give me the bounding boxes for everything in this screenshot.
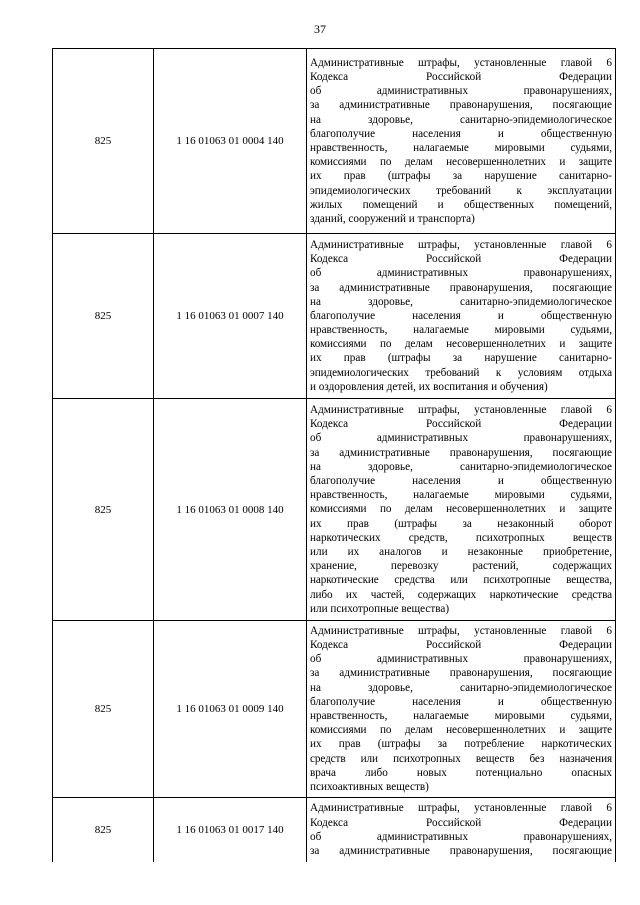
description-line: комиссиями по делам несовершеннолетних и защите	[310, 503, 612, 516]
description-line: Административные штрафы, установленные главой 6	[310, 238, 612, 251]
description-line: за административные правонарушения, посягающие	[310, 281, 612, 294]
administrator-code-cell: 825	[53, 798, 154, 862]
description-line: на здоровье, санитарно-эпидемиологическое	[310, 460, 612, 473]
table-row	[53, 798, 616, 862]
description-line: благополучие населения и общественную	[310, 127, 612, 140]
administrator-code-cell: 825	[53, 621, 154, 798]
description-line: их прав (штрафы за нарушение санитарно-	[310, 352, 612, 365]
budget-code-cell: 1 16 01063 01 0007 140	[154, 234, 307, 399]
description-cell	[307, 234, 616, 399]
description-line: благополучие населения и общественную	[310, 475, 612, 488]
budget-code-cell: 1 16 01063 01 0009 140	[154, 621, 307, 798]
table-row	[53, 399, 616, 621]
table-row	[53, 621, 616, 798]
description-line: зданий, сооружений и транспорта)	[310, 212, 475, 225]
description-line: нравственность, налагаемые мировыми судьями,	[310, 489, 612, 502]
description-line: и оздоровления детей, их воспитания и обучения)	[310, 380, 548, 393]
description-line: Кодекса Российской Федерации	[310, 253, 612, 266]
budget-code-cell: 1 16 01063 01 0008 140	[154, 399, 307, 621]
budget-code-cell: 1 16 01063 01 0017 140	[154, 798, 307, 862]
description-line: врача либо новых потенциально опасных	[310, 766, 612, 779]
description-line: на здоровье, санитарно-эпидемиологическое	[310, 295, 612, 308]
description-line: эпидемиологических требований к эксплуатации	[310, 184, 612, 197]
description-line: об административных правонарушениях,	[310, 830, 612, 843]
description-line: комиссиями по делам несовершеннолетних и защите	[310, 724, 612, 737]
description-line: об административных правонарушениях,	[310, 653, 612, 666]
description-line: хранение, перевозку растений, содержащих	[310, 560, 612, 573]
description-cell	[307, 798, 616, 862]
description-line: благополучие населения и общественную	[310, 695, 612, 708]
table-row	[53, 49, 616, 234]
description-line: об административных правонарушениях,	[310, 85, 612, 98]
description-line: Административные штрафы, установленные главой 6	[310, 56, 612, 69]
description-line: об административных правонарушениях,	[310, 432, 612, 445]
description-line: за административные правонарушения, посягающие	[310, 667, 612, 680]
description-line: Административные штрафы, установленные главой 6	[310, 802, 612, 815]
description-line: за административные правонарушения, посягающие	[310, 844, 612, 857]
description-line: на здоровье, санитарно-эпидемиологическое	[310, 681, 612, 694]
budget-classification-table	[52, 48, 616, 862]
description-line: на здоровье, санитарно-эпидемиологическое	[310, 113, 612, 126]
table-row	[53, 234, 616, 399]
administrator-code-cell: 825	[53, 49, 154, 234]
description-line: Административные штрафы, установленные главой 6	[310, 404, 612, 417]
budget-code-cell: 1 16 01063 01 0004 140	[154, 49, 307, 234]
administrator-code-cell: 825	[53, 399, 154, 621]
description-line: Кодекса Российской Федерации	[310, 639, 612, 652]
description-cell	[307, 49, 616, 234]
description-line: нравственность, налагаемые мировыми судьями,	[310, 142, 612, 154]
description-line: комиссиями по делам несовершеннолетних и защите	[310, 338, 612, 351]
description-line: об административных правонарушениях,	[310, 267, 612, 280]
description-line: психоактивных веществ)	[310, 780, 429, 793]
description-line: их прав (штрафы за потребление наркотических	[310, 738, 612, 751]
description-line: наркотических средств, психотропных веществ	[310, 531, 612, 544]
description-line: за административные правонарушения, посягающие	[310, 446, 612, 459]
description-line: средств или психотропных веществ без назначения	[310, 752, 612, 765]
description-line: нравственность, налагаемые мировыми судьями,	[310, 710, 612, 722]
page-number: 37	[314, 22, 326, 36]
description-line: либо их частей, содержащих наркотические средства	[310, 588, 612, 601]
administrator-code-cell: 825	[53, 234, 154, 399]
description-line: благополучие населения и общественную	[310, 309, 612, 322]
description-cell	[307, 621, 616, 798]
description-line: их прав (штрафы за нарушение санитарно-	[310, 170, 612, 183]
description-line: Кодекса Российской Федерации	[310, 816, 612, 829]
description-line: или их аналогов и незаконные приобретение,	[310, 545, 612, 558]
description-line: или психотропные вещества)	[310, 602, 450, 615]
description-line: жилых помещений и общественных помещений,	[310, 198, 612, 211]
description-line: Кодекса Российской Федерации	[310, 71, 612, 84]
description-line: Кодекса Российской Федерации	[310, 418, 612, 431]
description-line: нравственность, налагаемые мировыми судьями,	[310, 324, 612, 337]
description-line: их прав (штрафы за незаконный оборот	[310, 517, 612, 530]
description-line: наркотические средства или психотропные вещества,	[310, 574, 612, 587]
description-cell	[307, 399, 616, 621]
description-line: Административные штрафы, установленные главой 6	[310, 624, 612, 637]
description-line: за административные правонарушения, посягающие	[310, 99, 612, 112]
description-line: эпидемиологических требований к условиям отдыха	[310, 366, 612, 379]
description-line: комиссиями по делам несовершеннолетних и защите	[310, 156, 612, 169]
